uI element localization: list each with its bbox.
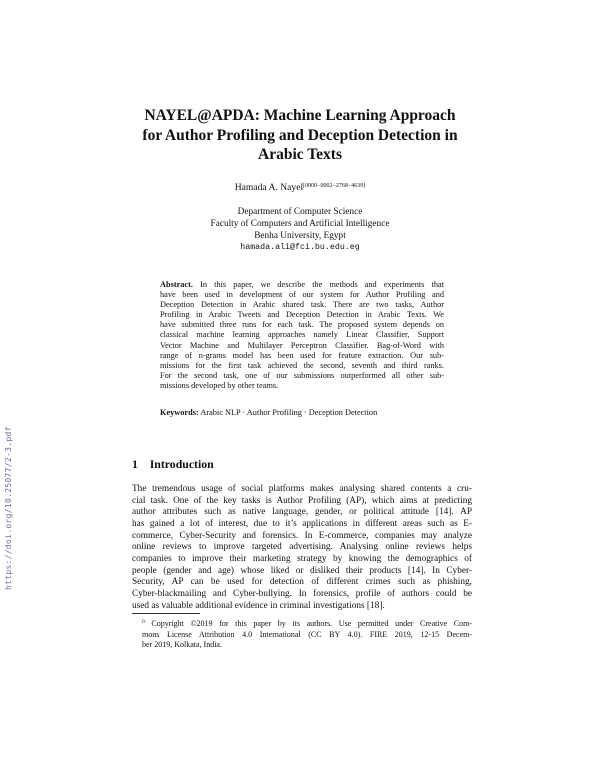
affiliation-department: Department of Computer Science xyxy=(237,207,363,217)
abstract-line: missions for the first task achieved the second, seventh and third ranks. xyxy=(160,360,444,370)
abstract-line: missions developed by other teams. xyxy=(160,380,279,390)
body-line: has gained a lot of interest, due to it’s applications in different areas such as E- xyxy=(132,518,472,529)
abstract-line: classical machine learning approaches namely Linear Classifier, Support xyxy=(160,330,444,340)
paper-title xyxy=(118,106,482,165)
abstract-line: Deception Detection in Arabic shared task. There are two tasks, Author xyxy=(160,300,444,310)
body-line: companies to improve their marketing strategy by knowing the demographics of xyxy=(132,553,472,564)
abstract xyxy=(160,280,444,391)
title-line: for Author Profiling and Deception Detection in xyxy=(142,126,458,144)
abstract-line: For the second task, one of our submissions outperformed all other sub- xyxy=(160,370,444,380)
body-line: online reviews to improve targeted advertising. Analysing online reviews helps xyxy=(132,542,472,553)
footnote-line: ber 2019, Kolkata, India. xyxy=(142,640,222,650)
body-line: people (gender and age) whose liked or disliked their products [14]. In Cyber- xyxy=(132,565,472,576)
author-email[interactable]: hamada.ali@fci.bu.edu.eg xyxy=(240,243,360,252)
abstract-line: have submitted three runs for each task. The proposed system depends on xyxy=(160,320,444,330)
abstract-line: have been used in development of our system for Author Profiling and xyxy=(160,290,444,300)
keywords-text: Arabic NLP · Author Profiling · Deception Detection xyxy=(198,408,378,417)
footnote-divider xyxy=(132,613,200,614)
title-line: Arabic Texts xyxy=(258,146,342,163)
side-stamp-text: https://doi.org/10.25077/2-3.pdf xyxy=(4,426,13,590)
author-line xyxy=(0,182,600,193)
keywords xyxy=(160,408,377,417)
title-line: NAYEL@APDA: Machine Learning Approach xyxy=(144,107,456,124)
footnote-marker: 0 xyxy=(142,619,145,625)
keywords-label: Keywords: xyxy=(160,408,199,417)
footnote xyxy=(132,617,472,651)
body-line: The tremendous usage of social platforms makes analysing shared contents a cru- xyxy=(132,484,472,494)
author-orcid: [0000−0002−2768−4639] xyxy=(303,183,366,189)
affiliation-faculty: Faculty of Computers and Artificial Intelligence xyxy=(210,219,390,229)
body-line: author attributes such as native language, gender, or political attitude [14]. AP xyxy=(132,507,472,518)
abstract-line: Abstract. In this paper, we describe the methods and experiments that xyxy=(160,280,444,289)
section-body xyxy=(132,484,472,612)
footnote-line: $^0$ Copyright ©2019 for this paper by its authors. Use permitted under Creative Com- xyxy=(142,619,472,628)
abstract-line: range of n-grams model has been used for feature extraction. Our sub- xyxy=(160,350,444,360)
affiliation-university: Benha University, Egypt xyxy=(254,231,346,241)
abstract-line: Profiling in Arabic Tweets and Deception Detection in Arabic Texts. We xyxy=(160,310,444,320)
section-number: 1 xyxy=(132,457,138,471)
section-title: Introduction xyxy=(149,457,214,471)
footnote-line: mons License Attribution 4.0 International (CC BY 4.0). FIRE 2019, 12-15 Decem- xyxy=(142,629,472,639)
body-line: Security, AP can be used for detection of different crimes such as phishing, xyxy=(132,577,472,588)
abstract-label: Abstract. xyxy=(160,280,193,289)
section-heading xyxy=(132,457,214,472)
body-line: used as valuable additional evidence in criminal investigations [18]. xyxy=(132,600,385,611)
body-line: cial task. One of the key tasks is Author Profiling (AP), which aims at predicting xyxy=(132,495,472,506)
body-line: Cyber-blackmailing and Cyber-bullying. In forensics, profile of authors could be xyxy=(132,588,472,599)
abstract-line: Vector Machine and Multilayer Perceptron Classifier. Bag-of-Word with xyxy=(160,340,444,350)
body-line: commerce, Cyber-Security and forensics. In E-commerce, companies may analyze xyxy=(132,530,472,541)
author-name: Hamada A. Nayel xyxy=(234,182,304,193)
affiliation xyxy=(0,206,600,254)
